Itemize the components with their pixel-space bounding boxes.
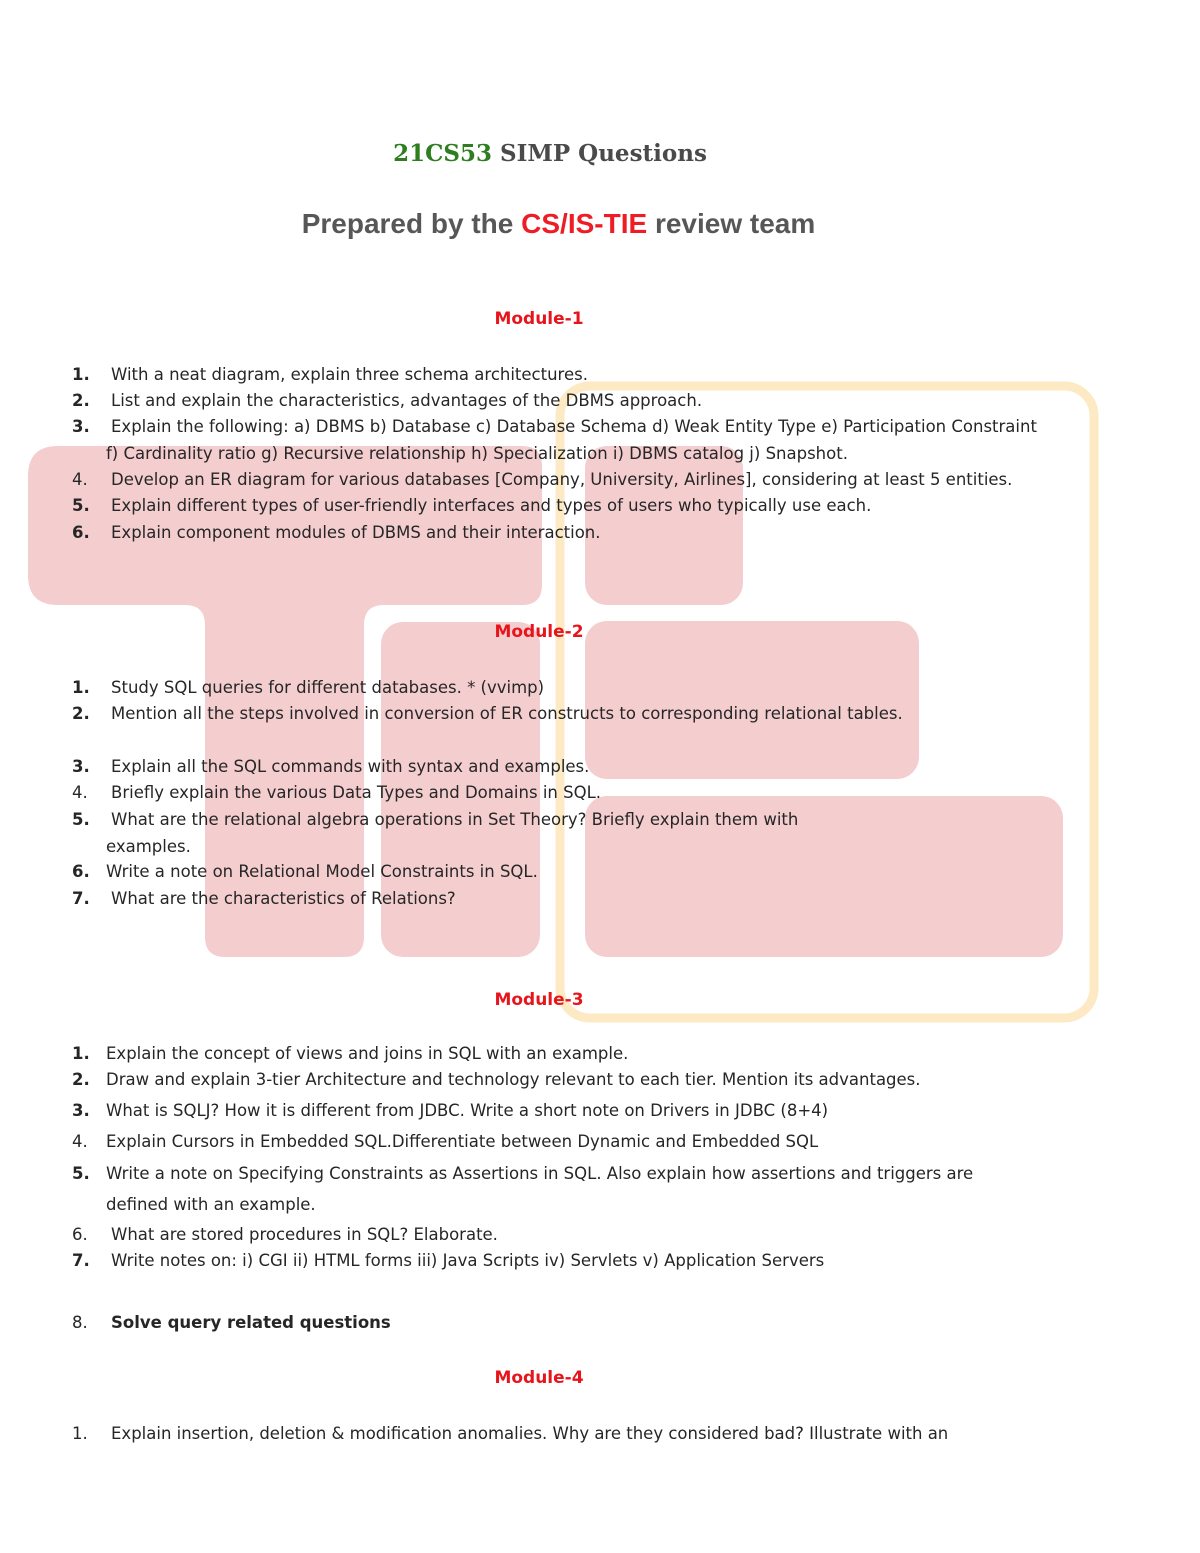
subtitle-prefix: Prepared by the xyxy=(301,208,514,239)
question-number: 5. xyxy=(72,1164,90,1183)
question-number: 1. xyxy=(72,365,90,384)
question-text: Explain Cursors in Embedded SQL.Differentiate between Dynamic and Embedded SQL xyxy=(106,1132,819,1151)
question-item xyxy=(72,754,1052,781)
question-item xyxy=(72,520,1052,547)
document-title xyxy=(0,140,1100,167)
question-number: 6. xyxy=(72,862,90,881)
question-item xyxy=(72,886,1052,913)
question-text: Mention all the steps involved in conversion of ER constructs to corresponding relational tables. xyxy=(111,704,903,723)
question-item xyxy=(72,675,1052,702)
question-item xyxy=(72,1129,1052,1156)
question-number: 4. xyxy=(72,1132,88,1151)
module-heading: Module-2 xyxy=(494,622,584,642)
module-heading: Module-3 xyxy=(494,990,584,1010)
question-number: 2. xyxy=(72,1070,90,1089)
question-item xyxy=(72,493,1052,520)
module-heading: Module-4 xyxy=(494,1368,584,1388)
question-text: Explain different types of user-friendly interfaces and types of users who typically use each. xyxy=(111,496,872,515)
question-text: Write a note on Specifying Constraints as Assertions in SQL. Also explain how assertions and triggers are defined with an example. xyxy=(106,1164,974,1214)
question-item xyxy=(72,1158,1032,1220)
question-number: 4. xyxy=(72,470,88,489)
question-text: Write a note on Relational Model Constraints in SQL. xyxy=(106,862,538,881)
question-text: List and explain the characteristics, advantages of the DBMS approach. xyxy=(111,391,703,410)
question-number: 5. xyxy=(72,810,90,829)
question-item xyxy=(72,1310,1052,1337)
question-number: 6. xyxy=(72,1225,88,1244)
question-item xyxy=(72,701,922,728)
question-text: Study SQL queries for different databases. * (vvimp) xyxy=(111,678,545,697)
document-subtitle xyxy=(0,208,1117,240)
question-number: 4. xyxy=(72,783,88,802)
question-text: Explain component modules of DBMS and their interaction. xyxy=(111,523,601,542)
question-number: 6. xyxy=(72,523,90,542)
question-item xyxy=(72,1041,1052,1068)
question-item xyxy=(72,388,1052,415)
question-number: 1. xyxy=(72,1424,88,1443)
question-number: 7. xyxy=(72,1251,90,1270)
question-text: Explain the concept of views and joins in SQL with an example. xyxy=(106,1044,629,1063)
question-item xyxy=(72,780,1052,807)
question-text: Draw and explain 3-tier Architecture and technology relevant to each tier. Mention its advantages. xyxy=(106,1070,921,1089)
question-number: 3. xyxy=(72,1101,90,1120)
subtitle-team: CS/IS-TIE xyxy=(521,208,648,239)
question-text: Briefly explain the various Data Types and Domains in SQL. xyxy=(111,783,602,802)
question-item xyxy=(72,859,1052,886)
question-number: 1. xyxy=(72,1044,90,1063)
question-text: Develop an ER diagram for various databases [Company, University, Airlines], considering at least 5 entities. xyxy=(111,470,1013,489)
question-text: What are the relational algebra operations in Set Theory? Briefly explain them with examples. xyxy=(106,810,799,856)
question-number: 7. xyxy=(72,889,90,908)
course-code: 21CS53 xyxy=(393,140,493,167)
question-item xyxy=(72,807,872,860)
question-number: 8. xyxy=(72,1313,88,1332)
question-text: Solve query related questions xyxy=(111,1313,391,1332)
question-text: What is SQLJ? How it is different from JDBC. Write a short note on Drivers in JDBC (8+4) xyxy=(106,1101,829,1120)
question-text: Write notes on: i) CGI ii) HTML forms iii) Java Scripts iv) Servlets v) Application Servers xyxy=(111,1251,825,1270)
question-text: What are stored procedures in SQL? Elaborate. xyxy=(111,1225,498,1244)
question-text: Explain all the SQL commands with syntax and examples. xyxy=(111,757,590,776)
question-text: Explain the following: a) DBMS b) Database c) Database Schema d) Weak Entity Type e) Participation Constraint f) Cardinality ratio g) Recursive relationship h) Specialization i) DBMS catalog j) Snapshot. xyxy=(106,417,1037,463)
question-number: 1. xyxy=(72,678,90,697)
question-item xyxy=(72,467,1052,494)
question-text: What are the characteristics of Relations? xyxy=(111,889,456,908)
question-number: 5. xyxy=(72,496,90,515)
question-text: With a neat diagram, explain three schema architectures. xyxy=(111,365,588,384)
question-item xyxy=(72,414,1052,467)
question-item xyxy=(72,1067,1052,1094)
title-text: SIMP Questions xyxy=(500,140,707,167)
question-text: Explain insertion, deletion & modification anomalies. Why are they considered bad? Illustrate with an xyxy=(111,1424,949,1443)
question-number: 2. xyxy=(72,391,90,410)
question-number: 3. xyxy=(72,417,90,436)
question-item xyxy=(72,362,1052,389)
question-item xyxy=(72,1245,832,1276)
subtitle-suffix: review team xyxy=(654,208,816,239)
question-number: 3. xyxy=(72,757,90,776)
module-heading: Module-1 xyxy=(494,309,584,329)
question-item xyxy=(72,1098,1052,1125)
question-item xyxy=(72,1421,1132,1448)
question-number: 2. xyxy=(72,704,90,723)
